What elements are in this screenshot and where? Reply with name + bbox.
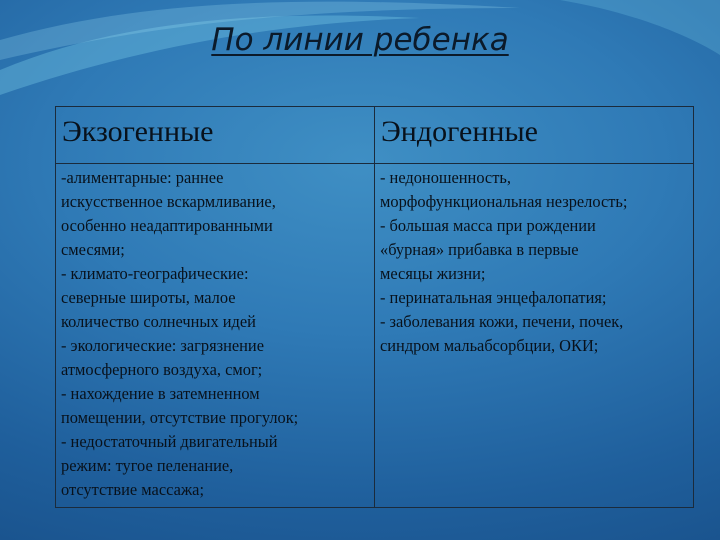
factors-table xyxy=(55,106,694,508)
header-exogenous: Экзогенные xyxy=(56,107,375,164)
exogenous-line: северные широты, малое xyxy=(61,288,236,307)
exogenous-line: -алиментарные: раннее xyxy=(61,168,224,187)
exogenous-line: - нахождение в затемненном xyxy=(61,384,260,403)
exogenous-line: отсутствие массажа; xyxy=(61,480,204,499)
exogenous-line: режим: тугое пеленание, xyxy=(61,456,234,475)
table-row xyxy=(56,164,694,508)
header-endogenous: Эндогенные xyxy=(375,107,694,164)
endogenous-line: морфофункциональная незрелость; xyxy=(380,192,628,211)
endogenous-line: «бурная» прибавка в первые xyxy=(380,240,579,259)
exogenous-line: смесями; xyxy=(61,240,125,259)
endogenous-line: - заболевания кожи, печени, почек, xyxy=(380,312,624,331)
cell-exogenous-factors xyxy=(56,164,375,508)
slide-title: По линии ребенка xyxy=(211,22,509,58)
cell-endogenous-factors xyxy=(375,164,694,508)
exogenous-line: - недостаточный двигательный xyxy=(61,432,278,451)
exogenous-line: количество солнечных идей xyxy=(61,312,256,331)
exogenous-line: - экологические: загрязнение xyxy=(61,336,264,355)
endogenous-line: - недоношенность, xyxy=(380,168,511,187)
exogenous-line: особенно неадаптированными xyxy=(61,216,273,235)
endogenous-line: синдром мальабсорбции, ОКИ; xyxy=(380,336,599,355)
endogenous-line: - перинатальная энцефалопатия; xyxy=(380,288,607,307)
table-header-row xyxy=(56,107,694,164)
exogenous-line: искусственное вскармливание, xyxy=(61,192,276,211)
endogenous-line: - большая масса при рождении xyxy=(380,216,596,235)
endogenous-line: месяцы жизни; xyxy=(380,264,486,283)
exogenous-line: - климато-географические: xyxy=(61,264,249,283)
exogenous-line: помещении, отсутствие прогулок; xyxy=(61,408,299,427)
exogenous-line: атмосферного воздуха, смог; xyxy=(61,360,263,379)
